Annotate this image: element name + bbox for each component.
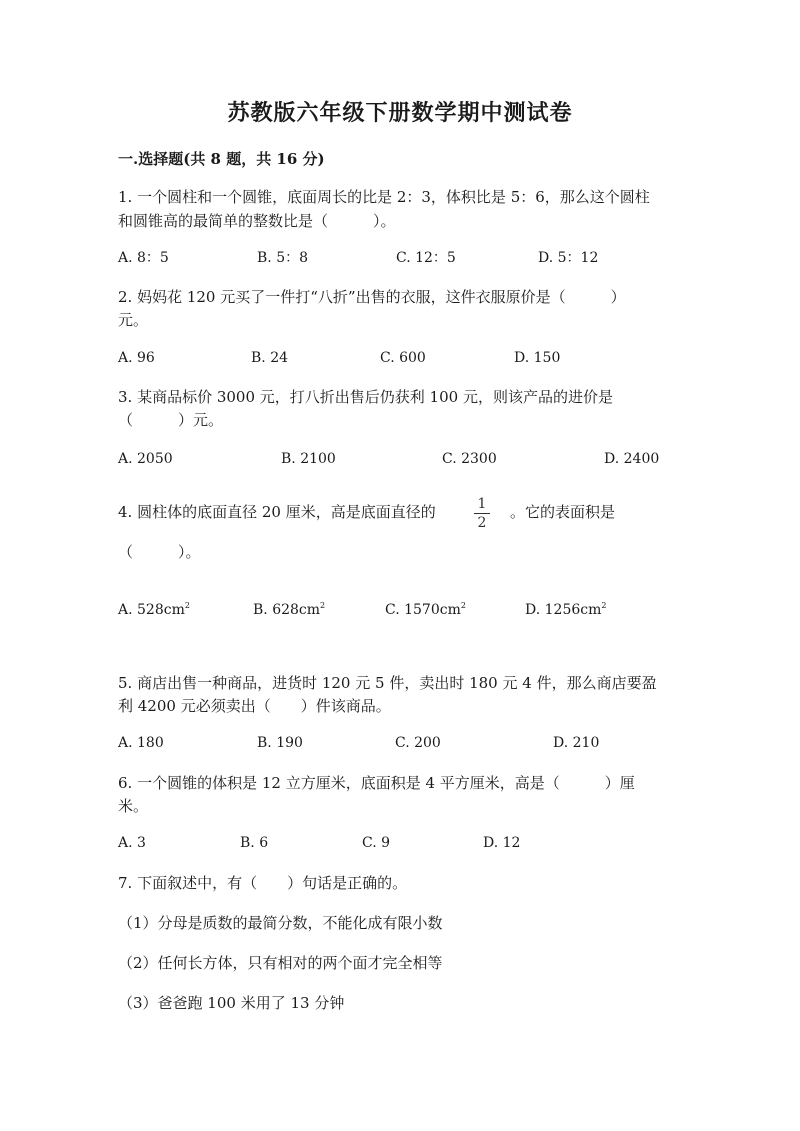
question-3-option-b: B. 2100 [281,451,336,467]
question-4-option-c: C. $1570cm^2$ [385,601,466,618]
question-2-option-b: B. 24 [251,350,289,366]
question-1-line-1: 1. 一个圆柱和一个圆锥，底面周长的比是 2：3，体积比是 5：6，那么这个圆柱 [118,188,650,206]
question-6-option-a: A. 3 [118,835,146,851]
question-6-option-c: C. 9 [362,835,391,851]
question-7-statement-1: （1）分母是质数的最简分数，不能化成有限小数 [118,914,443,932]
question-6-line-1: 6. 一个圆锥的体积是 12 立方厘米，底面积是 4 平方厘米，高是（ ）厘 [118,774,635,792]
question-1-option-c: C. 12：5 [396,250,456,266]
question-1-option-d: D. 5：12 [538,250,599,266]
question-5-line-2: 利 4200 元必须卖出（ ）件该商品。 [118,697,391,715]
question-3-option-c: C. 2300 [442,451,497,467]
fraction-bar [474,513,490,514]
question-2-option-d: D. 150 [514,350,561,366]
question-1-line-2: 和圆锥高的最简单的整数比是（ ）。 [118,212,396,230]
question-2-line-1: 2. 妈妈花 120 元买了一件打“八折”出售的衣服，这件衣服原价是（ ） [118,288,626,306]
page-title: 苏教版六年级下册数学期中测试卷 [227,100,573,126]
question-4-line-1: 4. 圆柱体的底面直径 20 厘米，高是底面直径的 [118,503,436,521]
question-2-option-a: A. 96 [118,350,155,366]
question-7-line-1: 7. 下面叙述中，有（ ）句话是正确的。 [118,874,408,892]
question-4-line-2: （ ）。 [118,543,201,561]
fraction-numerator: 1 [477,496,487,512]
question-3-line-1: 3. 某商品标价 3000 元，打八折出售后仍获利 100 元，则该产品的进价是 [118,388,613,406]
question-4-option-d: D. $1256cm^2$ [525,601,607,618]
question-4-option-b: B. $628cm^2$ [253,601,326,618]
question-1-option-a: A. 8：5 [118,250,169,266]
question-6-option-d: D. 12 [483,835,521,851]
fraction-denominator: 2 [477,515,487,531]
question-6-line-2: 米。 [118,797,149,815]
question-1-option-b: B. 5：8 [257,250,309,266]
question-5-option-d: D. 210 [553,735,600,751]
question-2-line-2: 元。 [118,311,149,329]
question-3-option-d: D. 2400 [604,451,660,467]
question-5-option-b: B. 190 [257,735,303,751]
question-5-option-a: A. 180 [118,735,164,751]
question-3-line-2: （ ）元。 [118,411,224,429]
question-4-line-1-tail: 。它的表面积是 [510,503,616,521]
question-7-statement-3: （3）爸爸跑 100 米用了 13 分钟 [118,994,345,1012]
question-5-line-1: 5. 商店出售一种商品，进货时 120 元 5 件，卖出时 180 元 4 件，那么商店要盈 [118,674,657,692]
question-2-option-c: C. 600 [380,350,426,366]
section-heading: 一.选择题(共 8 题，共 16 分) [118,150,325,168]
question-4-option-a: A. $528cm^2$ [118,601,190,618]
fraction-one-half [472,496,492,531]
question-5-option-c: C. 200 [395,735,441,751]
question-7-statement-2: （2）任何长方体，只有相对的两个面才完全相等 [118,954,443,972]
question-6-option-b: B. 6 [240,835,269,851]
question-3-option-a: A. 2050 [118,451,173,467]
